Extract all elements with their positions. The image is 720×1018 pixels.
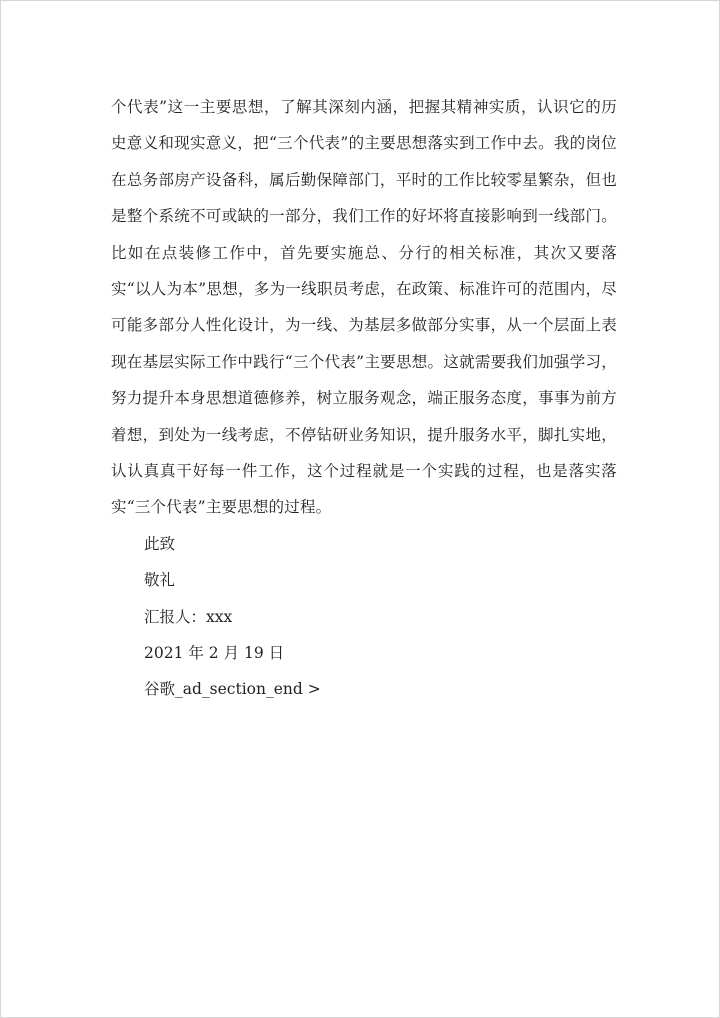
closing-regards: 敬礼 <box>144 571 176 590</box>
document-content <box>111 89 617 708</box>
report-date: 2021 年 2 月 19 日 <box>144 644 285 663</box>
body-paragraph: 个代表”这一主要思想，了解其深刻内涵，把握其精神实质，认识它的历史意义和现实意义，把“三个代表”的主要思想落实到工作中去。我的岗位在总务部房产设备科，属后勤保障部门，平时的工作比较零星繁杂，但也是整个系统不可或缺的一部分，我们工作的好坏将直接影响到一线部门。比如在点装修工作中，首先要实施总、分行的相关标准，其次又要落实“以人为本”思想，多为一线职员考虑，在政策、标准许可的范围内，尽可能多部分人性化设计，为一线、为基层多做部分实事，从一个层面上表现在基层实际工作中践行“三个代表”主要思想。这就需要我们加强学习，努力提升本身思想道德修养，树立服务观念，端正服务态度，事事为前方着想，到处为一线考虑，不停钻研业务知识，提升服务水平，脚扎实地，认认真真干好每一件工作，这个过程就是一个实践的过程，也是落实落实“三个代表”主要思想的过程。 <box>111 98 617 517</box>
ad-section-end-marker: 谷歌_ad_section_end > <box>144 680 321 699</box>
closing-salutation: 此致 <box>144 534 176 553</box>
reporter-name: 汇报人：xxx <box>144 607 233 626</box>
